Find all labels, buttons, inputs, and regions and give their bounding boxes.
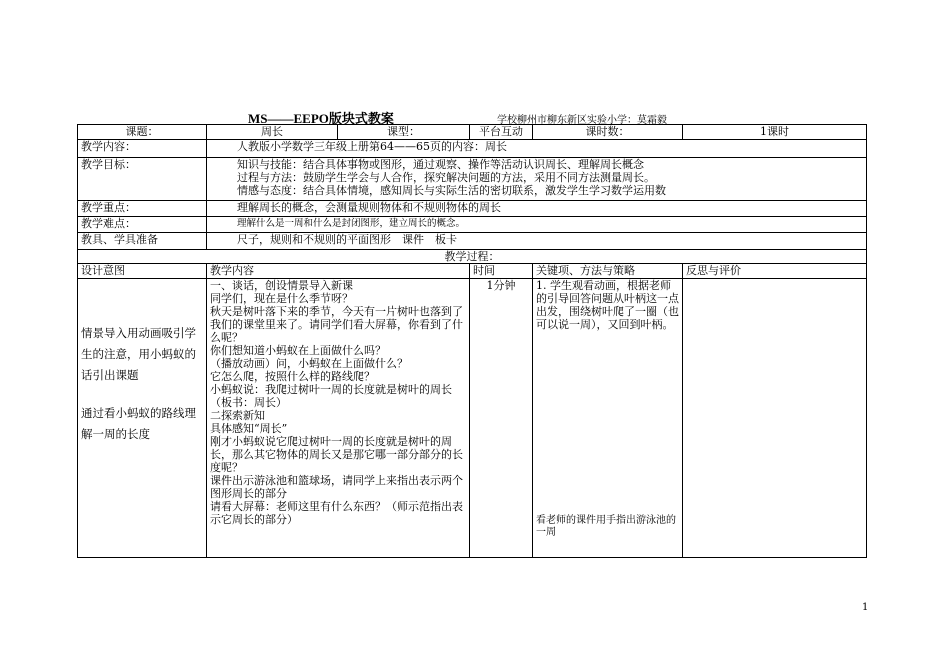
content-line: 二探索新知 <box>210 409 265 422</box>
col-reflection: 反思与评价 <box>683 264 867 279</box>
topic-value: 周长 <box>207 125 338 140</box>
process-heading: 教学过程： <box>78 250 867 264</box>
page-number: 1 <box>862 602 869 613</box>
difficulty-value: 理解什么是一周和什么是封闭图形，建立周长的概念。 <box>207 217 867 233</box>
design-intent-1: 情景导入用动画吸引学生的注意，用小蚂蚁的话引出课题 <box>81 326 196 382</box>
goals-label: 教学目标： <box>78 158 207 201</box>
col-content: 教学内容 <box>207 264 470 279</box>
col-time: 时间 <box>470 264 533 279</box>
content-label: 教学内容： <box>78 140 207 158</box>
school-author: 学校柳州市柳东新区实验小学：莫霜毅 <box>497 115 667 126</box>
content-line: 一、谈话，创设情景导入新课 <box>210 279 353 292</box>
key-label: 教学重点： <box>78 201 207 217</box>
row-tools <box>78 233 867 250</box>
content-line: 课件出示游泳池和篮球场，请同学上来指出表示两个图形周长的部分 <box>210 474 463 500</box>
hours-label: 课时数： <box>533 125 683 140</box>
col-key-points: 关键项、方法与策略 <box>533 264 683 279</box>
key-point-2: 看老师的课件用手指出游泳池的一周 <box>536 515 676 538</box>
content-line: 刚才小蚂蚁说它爬过树叶一周的长度就是树叶的周长，那么其它物体的周长又是那它哪一部分部分的长度呢？ <box>210 435 463 474</box>
row-process-body <box>78 279 867 558</box>
topic-label: 课题： <box>78 125 207 140</box>
content-line: 请看大屏幕：老师这里有什么东西？（师示范指出表示它周长的部分） <box>210 500 463 526</box>
row-process-columns <box>78 264 867 279</box>
tools-label: 教具、学具准备 <box>78 233 207 250</box>
reflection-cell <box>683 279 867 558</box>
document-title: MS——EEPO版块式教案 <box>248 111 394 126</box>
teaching-content-cell <box>207 279 470 558</box>
goal-knowledge: 知识与技能：结合具体事物或图形，通过观察、操作等活动认识周长、理解周长概念 <box>237 158 644 171</box>
goal-process: 过程与方法：鼓励学生学会与人合作，探究解决问题的方法，采用不同方法测量周长。 <box>237 171 655 184</box>
row-key <box>78 201 867 217</box>
content-line: 你们想知道小蚂蚁在上面做什么吗？ <box>210 344 386 357</box>
design-intent-cell <box>78 279 207 558</box>
difficulty-label: 教学难点： <box>78 217 207 233</box>
time-cell: 1分钟 <box>470 279 533 558</box>
tools-value: 尺子，规则和不规则的平面图形 课件 板卡 <box>207 233 867 250</box>
key-point-1: 1. 学生观看动画，根据老师的引导回答问题从叶柄这一点出发，围绕树叶爬了一圈（也可以说一周），又回到叶柄。 <box>536 279 679 331</box>
content-line: （板书：周长） <box>210 396 287 409</box>
content-value: 人教版小学数学三年级上册第64——65页的内容：周长 <box>207 140 867 158</box>
row-goals <box>78 158 867 201</box>
type-value: 平台互动 <box>470 125 533 140</box>
key-points-cell <box>533 279 683 558</box>
row-topic <box>78 125 867 140</box>
content-line: 同学们，现在是什么季节呀？ <box>210 292 353 305</box>
col-design-intent: 设计意图 <box>78 264 207 279</box>
design-intent-2: 通过看小蚂蚁的路线理解一周的长度 <box>81 406 196 441</box>
goal-emotion: 情感与态度：结合具体情境，感知周长与实际生活的密切联系，激发学生学习数学运用数 <box>237 184 666 197</box>
content-line: 秋天是树叶落下来的季节，今天有一片树叶也落到了我们的课堂里来了。请同学们看大屏幕，你看到了什么呢？ <box>210 305 463 344</box>
type-label: 课型： <box>338 125 470 140</box>
goals-value <box>207 158 867 201</box>
content-line: 具体感知“周长” <box>210 422 288 435</box>
row-difficulty <box>78 217 867 233</box>
lesson-plan-table <box>77 124 867 558</box>
row-process-heading <box>78 250 867 264</box>
content-line: 小蚂蚁说：我爬过树叶一周的长度就是树叶的周长 <box>210 383 452 396</box>
key-value: 理解周长的概念，会测量规则物体和不规则物体的周长 <box>207 201 867 217</box>
content-line: （播放动画）问，小蚂蚁在上面做什么？ <box>210 357 408 370</box>
row-content <box>78 140 867 158</box>
content-line: 它怎么爬，按照什么样的路线爬？ <box>210 370 375 383</box>
hours-value: 1课时 <box>683 125 867 140</box>
